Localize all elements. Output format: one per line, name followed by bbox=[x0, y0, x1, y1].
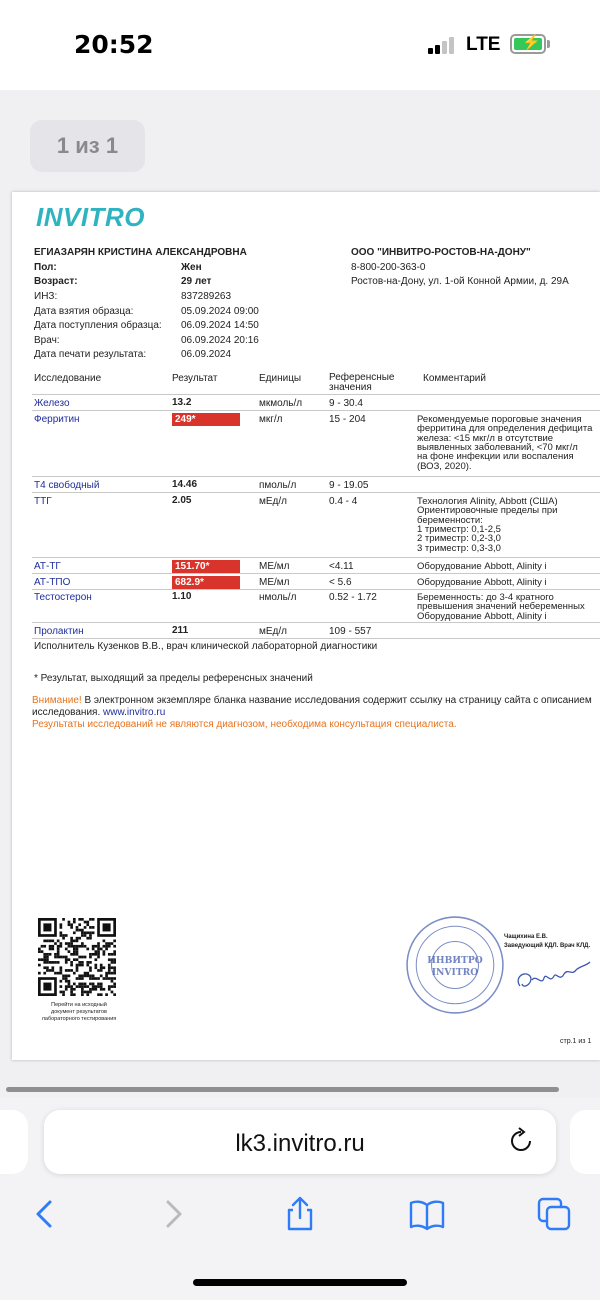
col-header-reference-line1: Референсные bbox=[329, 372, 395, 383]
qr-caption-line2: документ результатов bbox=[51, 1009, 107, 1015]
invitro-logo: INVITRO bbox=[36, 202, 145, 232]
field-label: Дата взятия образца: bbox=[34, 306, 134, 317]
row-divider bbox=[32, 410, 600, 411]
bookmarks-icon[interactable] bbox=[409, 1196, 445, 1232]
row-divider bbox=[32, 476, 600, 477]
col-header-test: Исследование bbox=[34, 373, 102, 384]
forward-icon[interactable] bbox=[156, 1196, 192, 1232]
attention-line-2 bbox=[32, 707, 165, 718]
test-name-link[interactable]: Пролактин bbox=[34, 626, 84, 637]
test-name-link[interactable]: АТ-ТПО bbox=[34, 577, 71, 588]
result-comment-line: превышения значений небеременных bbox=[417, 601, 585, 613]
reference-range: <4.11 bbox=[329, 561, 354, 572]
result-comment-line: 2 триместр: 0,2-3,0 bbox=[417, 533, 501, 545]
result-comment-line: Оборудование Abbott, Alinity i bbox=[417, 561, 547, 572]
result-units: мкмоль/л bbox=[259, 398, 303, 409]
horizontal-scrollbar[interactable] bbox=[6, 1087, 559, 1092]
attention-text-2: исследования. bbox=[32, 707, 104, 718]
field-value: 06.09.2024 20:16 bbox=[181, 335, 259, 346]
qr-caption bbox=[34, 1002, 124, 1023]
col-header-reference-line2: значения bbox=[329, 382, 372, 393]
reference-range: 9 - 30.4 bbox=[329, 398, 363, 409]
qr-caption-line1: Перейти на исходный bbox=[51, 1002, 107, 1008]
field-label: Врач: bbox=[34, 335, 60, 346]
footnote: * Результат, выходящий за пределы референсных значений bbox=[34, 673, 313, 684]
test-name-link[interactable]: ТТГ bbox=[34, 496, 52, 507]
result-comment-line: железа: <15 мкг/л в отсутствие bbox=[417, 432, 554, 444]
reference-range: 109 - 557 bbox=[329, 626, 372, 637]
attention-text: В электронном экземпляре бланка название исследования содержит ссылку на страницу сайта с описанием bbox=[81, 695, 592, 706]
result-comment-line: (ВОЗ, 2020). bbox=[417, 460, 472, 472]
reload-icon[interactable] bbox=[506, 1126, 536, 1156]
clock: 20:52 bbox=[74, 30, 154, 59]
field-label: Дата печати результата: bbox=[34, 349, 147, 360]
result-units: МЕ/мл bbox=[259, 561, 290, 572]
patient-name: ЕГИАЗАРЯН КРИСТИНА АЛЕКСАНДРОВНА bbox=[34, 247, 247, 258]
performer: Исполнитель Кузенков В.В., врач клинической лабораторной диагностики bbox=[34, 641, 378, 652]
result-comment-line: ферритина для определения дефицита bbox=[417, 423, 593, 435]
result-comment-line: Технология Alinity, Abbott (США) bbox=[417, 496, 558, 507]
result-units: мкг/л bbox=[259, 414, 283, 425]
result-value-abnormal: 151.70* bbox=[172, 560, 240, 573]
result-comment-line: на фоне инфекции или воспаления bbox=[417, 451, 574, 463]
field-value: Жен bbox=[181, 262, 202, 273]
row-divider bbox=[32, 573, 600, 574]
stamp-text-bottom: INVITRO bbox=[431, 967, 479, 979]
reference-range: < 5.6 bbox=[329, 577, 352, 588]
result-value: 2.05 bbox=[172, 495, 192, 506]
result-value-abnormal: 249* bbox=[172, 413, 240, 426]
battery-icon: ⚡ bbox=[510, 34, 546, 54]
result-comment-line: 1 триместр: 0,1-2,5 bbox=[417, 523, 501, 535]
result-comment-line: Ориентировочные пределы при bbox=[417, 505, 558, 517]
signer-title: Заведующий КДЛ. Врач КЛД. bbox=[504, 943, 591, 949]
result-comment-line: выявленных заболеваний, <70 мкг/л bbox=[417, 441, 578, 453]
network-type: LTE bbox=[466, 34, 501, 55]
field-value: 06.09.2024 14:50 bbox=[181, 320, 259, 331]
battery-tip bbox=[547, 40, 550, 48]
org-phone: 8-800-200-363-0 bbox=[351, 262, 426, 273]
row-divider bbox=[32, 492, 600, 493]
org-address: Ростов-на-Дону, ул. 1-ой Конной Армии, д. 29А bbox=[351, 276, 569, 287]
result-value: 13.2 bbox=[172, 397, 192, 408]
field-value: 837289263 bbox=[181, 291, 232, 302]
result-value-abnormal: 682.9* bbox=[172, 576, 240, 589]
result-comment-line: Оборудование Abbott, Alinity i bbox=[417, 577, 547, 588]
lab-report bbox=[12, 192, 600, 1060]
result-value: 1.10 bbox=[172, 591, 192, 602]
url-text[interactable]: lk3.invitro.ru bbox=[235, 1130, 365, 1157]
result-comment-line: беременности: bbox=[417, 514, 483, 526]
row-divider bbox=[32, 638, 600, 639]
result-value: 14.46 bbox=[172, 479, 198, 490]
reference-range: 9 - 19.05 bbox=[329, 480, 369, 491]
col-header-result: Результат bbox=[172, 373, 218, 384]
field-label: Возраст: bbox=[34, 276, 78, 287]
reference-range: 0.4 - 4 bbox=[329, 496, 358, 507]
result-comment-line: 3 триместр: 0,3-3,0 bbox=[417, 542, 501, 554]
col-header-reference bbox=[329, 373, 395, 393]
disclaimer: Результаты исследований не являются диагнозом, необходима консультация специалиста. bbox=[32, 719, 457, 730]
status-bar bbox=[0, 0, 600, 90]
row-divider bbox=[32, 557, 600, 558]
signal-strength-icon bbox=[428, 36, 458, 54]
result-units: мЕд/л bbox=[259, 626, 287, 637]
previous-tab-preview[interactable] bbox=[0, 1110, 28, 1174]
result-units: мЕд/л bbox=[259, 496, 287, 507]
next-tab-preview[interactable] bbox=[570, 1110, 600, 1174]
tabs-icon[interactable] bbox=[536, 1196, 572, 1232]
result-value: 211 bbox=[172, 625, 189, 636]
invitro-link[interactable]: www.invitro.ru bbox=[103, 707, 166, 718]
test-name-link[interactable]: АТ-ТГ bbox=[34, 561, 61, 572]
org-name: ООО "ИНВИТРО-РОСТОВ-НА-ДОНУ" bbox=[351, 247, 531, 258]
stamp-text-top: ИНВИТРО bbox=[427, 954, 483, 966]
field-value: 06.09.2024 bbox=[181, 349, 232, 360]
home-indicator[interactable] bbox=[193, 1279, 407, 1286]
address-bar[interactable] bbox=[44, 1110, 556, 1174]
reference-range: 0.52 - 1.72 bbox=[329, 592, 377, 603]
result-comment-line: Беременность: до 3-4 кратного bbox=[417, 592, 554, 603]
col-header-units: Единицы bbox=[259, 373, 302, 384]
result-comment-line: Оборудование Abbott, Alinity i bbox=[417, 610, 547, 622]
page-number: стр.1 из 1 bbox=[560, 1038, 592, 1045]
qr-code[interactable] bbox=[38, 918, 116, 996]
field-label: Пол: bbox=[34, 262, 57, 273]
share-icon[interactable] bbox=[282, 1196, 318, 1232]
back-icon[interactable] bbox=[26, 1196, 62, 1232]
row-divider bbox=[32, 622, 600, 623]
row-divider bbox=[32, 589, 600, 590]
reference-range: 15 - 204 bbox=[329, 414, 366, 425]
field-value: 29 лет bbox=[181, 276, 212, 287]
attention-label: Внимание! bbox=[32, 695, 82, 706]
qr-caption-line3: лабораторного тестирования bbox=[41, 1016, 117, 1022]
attention-line-1 bbox=[32, 695, 592, 706]
result-comment-line: Рекомендуемые пороговые значения bbox=[417, 414, 582, 425]
test-name-link[interactable]: Ферритин bbox=[34, 414, 80, 425]
test-name-link[interactable]: Т4 свободный bbox=[34, 480, 100, 491]
page-counter: 1 из 1 bbox=[30, 120, 145, 172]
lab-stamp bbox=[404, 914, 506, 1016]
field-label: ИНЗ: bbox=[34, 291, 58, 302]
row-divider bbox=[32, 394, 600, 395]
test-name-link[interactable]: Железо bbox=[34, 398, 70, 409]
col-header-comment: Комментарий bbox=[423, 373, 486, 384]
field-label: Дата поступления образца: bbox=[34, 320, 162, 331]
result-units: МЕ/мл bbox=[259, 577, 290, 588]
field-value: 05.09.2024 09:00 bbox=[181, 306, 259, 317]
signature bbox=[510, 956, 592, 998]
result-units: нмоль/л bbox=[259, 592, 297, 603]
result-units: пмоль/л bbox=[259, 480, 297, 491]
signer-name: Чащихина Е.В. bbox=[504, 934, 548, 940]
test-name-link[interactable]: Тестостерон bbox=[34, 592, 92, 603]
